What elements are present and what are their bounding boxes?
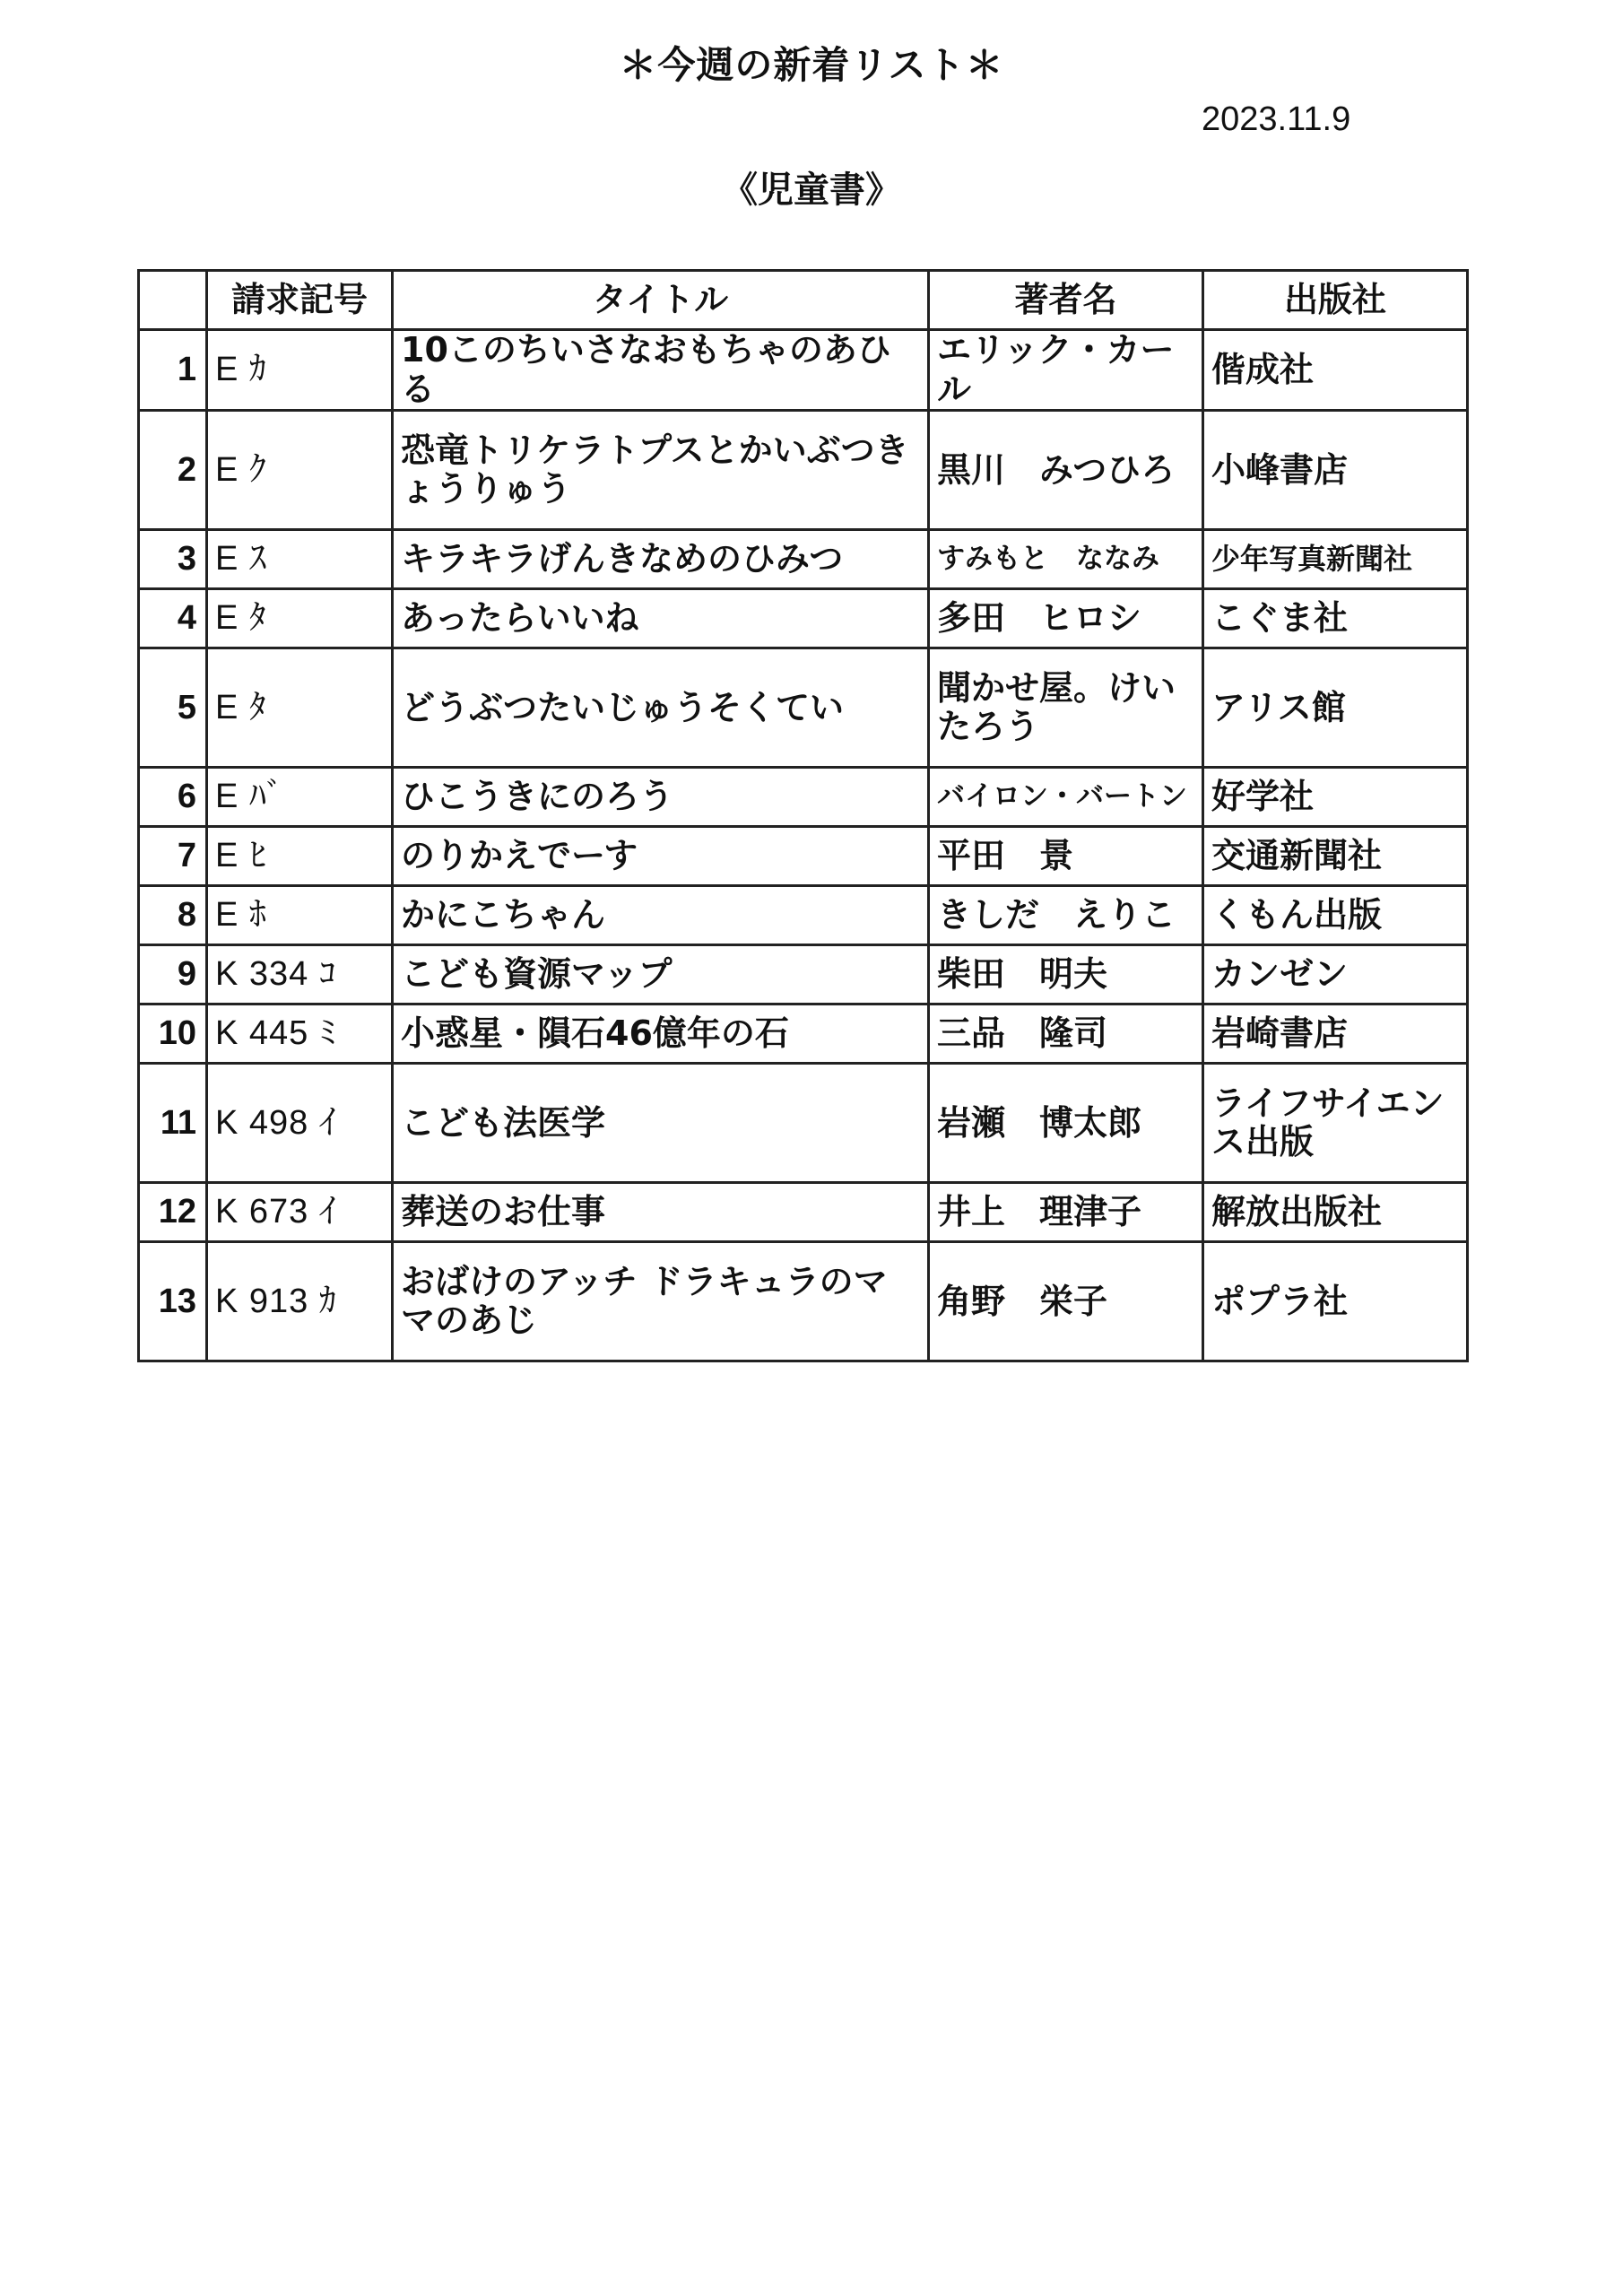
book-publisher: ポプラ社 (1203, 1242, 1468, 1361)
book-author: エリック・カール (929, 330, 1203, 411)
row-number: 3 (139, 530, 207, 589)
table-row (139, 330, 1468, 411)
row-number: 10 (139, 1004, 207, 1064)
table-header-row (139, 271, 1468, 330)
book-title: 小惑星・隕石46億年の石 (393, 1004, 929, 1064)
new-books-table (137, 269, 1469, 1362)
book-title: キラキラげんきなめのひみつ (393, 530, 929, 589)
book-publisher: 少年写真新聞社 (1203, 530, 1468, 589)
table-row (139, 945, 1468, 1004)
book-author: 黒川 みつひろ (929, 411, 1203, 530)
book-publisher: くもん出版 (1203, 886, 1468, 945)
call-number: K 498 ｲ (207, 1064, 393, 1183)
book-publisher: 岩崎書店 (1203, 1004, 1468, 1064)
table-row (139, 1242, 1468, 1361)
book-title: こども法医学 (393, 1064, 929, 1183)
book-title: かにこちゃん (393, 886, 929, 945)
call-number: K 334 ｺ (207, 945, 393, 1004)
book-publisher: 偕成社 (1203, 330, 1468, 411)
book-title: 恐竜トリケラトプスとかいぶつきょうりゅう (393, 411, 929, 530)
call-number: E ﾎ (207, 886, 393, 945)
book-title: 10このちいさなおもちゃのあひる (393, 330, 929, 411)
list-date: 2023.11.9 (1202, 100, 1351, 138)
table-row (139, 886, 1468, 945)
row-number: 4 (139, 589, 207, 648)
table-row (139, 411, 1468, 530)
row-number: 1 (139, 330, 207, 411)
book-publisher: 解放出版社 (1203, 1183, 1468, 1242)
book-author: 角野 栄子 (929, 1242, 1203, 1361)
book-publisher: 交通新聞社 (1203, 827, 1468, 886)
section-title: 《児童書》 (722, 170, 901, 211)
table-row (139, 827, 1468, 886)
call-number: E ﾀ (207, 648, 393, 768)
book-author: 聞かせ屋。けいたろう (929, 648, 1203, 768)
book-author: バイロン・バートン (929, 768, 1203, 827)
row-number: 6 (139, 768, 207, 827)
call-number: E ｽ (207, 530, 393, 589)
table-row (139, 1183, 1468, 1242)
book-title: のりかえでーす (393, 827, 929, 886)
book-author: 柴田 明夫 (929, 945, 1203, 1004)
call-number: K 445 ﾐ (207, 1004, 393, 1064)
call-number: E ﾀ (207, 589, 393, 648)
call-number: K 913 ｶ (207, 1242, 393, 1361)
call-number: E ｸ (207, 411, 393, 530)
book-title: どうぶつたいじゅうそくてい (393, 648, 929, 768)
row-number: 9 (139, 945, 207, 1004)
table-row (139, 589, 1468, 648)
book-title: おばけのアッチ ドラキュラのママのあじ (393, 1242, 929, 1361)
book-author: 三品 隆司 (929, 1004, 1203, 1064)
row-number: 8 (139, 886, 207, 945)
table-row (139, 768, 1468, 827)
row-number: 11 (139, 1064, 207, 1183)
call-number: K 673 ｲ (207, 1183, 393, 1242)
table-row (139, 1064, 1468, 1183)
book-author: 多田 ヒロシ (929, 589, 1203, 648)
call-number: E ﾋ (207, 827, 393, 886)
table-row (139, 1004, 1468, 1064)
column-header-publisher: 出版社 (1203, 271, 1468, 330)
book-title: ひこうきにのろう (393, 768, 929, 827)
row-number: 2 (139, 411, 207, 530)
column-header-number (139, 271, 207, 330)
book-author: 井上 理津子 (929, 1183, 1203, 1242)
book-publisher: カンゼン (1203, 945, 1468, 1004)
book-author: 平田 景 (929, 827, 1203, 886)
page-title: ＊今週の新着リスト＊ (619, 43, 1004, 87)
book-publisher: 好学社 (1203, 768, 1468, 827)
call-number: E ｶ (207, 330, 393, 411)
row-number: 13 (139, 1242, 207, 1361)
row-number: 7 (139, 827, 207, 886)
book-publisher: こぐま社 (1203, 589, 1468, 648)
row-number: 5 (139, 648, 207, 768)
book-publisher: アリス館 (1203, 648, 1468, 768)
table-row (139, 530, 1468, 589)
book-title: 葬送のお仕事 (393, 1183, 929, 1242)
book-publisher: 小峰書店 (1203, 411, 1468, 530)
book-author: きしだ えりこ (929, 886, 1203, 945)
book-author: 岩瀬 博太郎 (929, 1064, 1203, 1183)
row-number: 12 (139, 1183, 207, 1242)
column-header-title: タイトル (393, 271, 929, 330)
table-row (139, 648, 1468, 768)
book-author: すみもと ななみ (929, 530, 1203, 589)
book-publisher: ライフサイエンス出版 (1203, 1064, 1468, 1183)
book-title: あったらいいね (393, 589, 929, 648)
column-header-author: 著者名 (929, 271, 1203, 330)
column-header-call-number: 請求記号 (207, 271, 393, 330)
book-title: こども資源マップ (393, 945, 929, 1004)
call-number: E ﾊﾞ (207, 768, 393, 827)
